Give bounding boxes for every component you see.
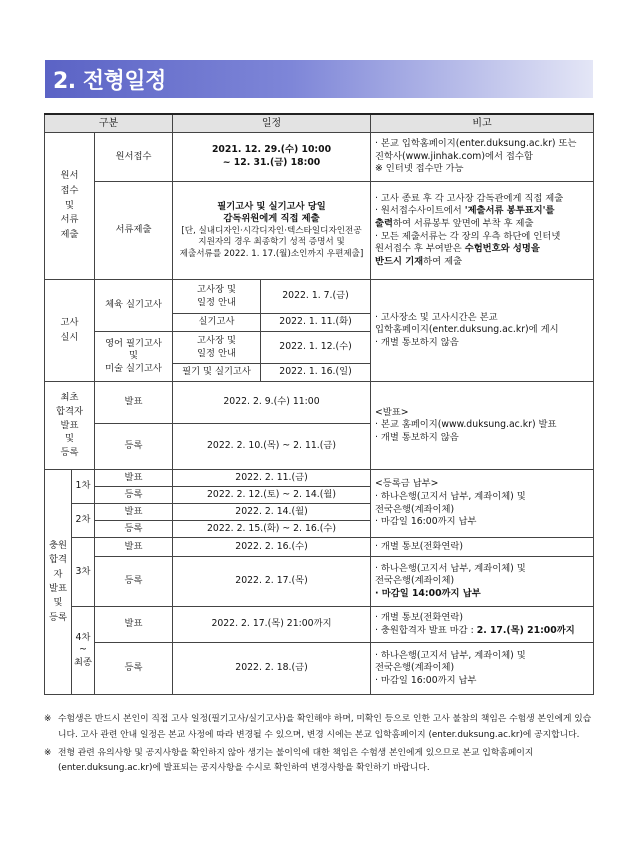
- note-round-3-announce: · 개별 통보(전화연락): [371, 538, 594, 557]
- table-row: [45, 470, 594, 487]
- row-label-art: 영어 필기고사 및 미술 실기고사: [95, 332, 173, 382]
- schedule-table: [44, 113, 594, 695]
- art-exam-label: 필기 및 실기고사: [173, 364, 261, 382]
- row-label-pe: 체육 실기고사: [95, 280, 173, 332]
- table-row: [45, 538, 594, 557]
- table-row: [45, 382, 594, 424]
- art-guide-label: 고사장 및 일정 안내: [173, 332, 261, 364]
- table-row: [45, 133, 594, 182]
- r3-announce-label: 발표: [95, 538, 173, 557]
- footnote-2: ※ 전형 관련 유의사항 및 공지사항을 확인하지 않아 생기는 불이익에 대한 책임은 수험생 본인에게 있으므로 본교 입학홈페이지(enter.duksung.ac.kr)에 발표되는 공지사항을 수시로 확인하여 변경사항을 확인하기 바랍니다.: [44, 747, 534, 774]
- schedule-online: 2021. 12. 29.(수) 10:00 ~ 12. 31.(금) 18:00: [173, 133, 371, 182]
- table-row: [45, 182, 594, 280]
- header-notes: 비고: [371, 114, 594, 133]
- pe-exam-date: 2022. 1. 11.(화): [261, 314, 371, 332]
- r3-register-label: 등록: [95, 557, 173, 607]
- note-exam: · 고사장소 및 고사시간은 본교 입학홈페이지(enter.duksung.ac.kr)에 게시 · 개별 통보하지 않음: [371, 280, 594, 382]
- round-4-final: 4차~ 최종: [72, 607, 95, 695]
- note-round-4-register: · 하나은행(고지서 납부, 계좌이체) 및 전국은행(계좌이체) · 마감일 16:00까지 납부: [371, 643, 594, 695]
- row-label-online: 원서접수: [95, 133, 173, 182]
- round-1: 1차: [72, 470, 95, 504]
- row-label-docs: 서류제출: [95, 182, 173, 280]
- r3-register-date: 2022. 2. 17.(목): [173, 557, 371, 607]
- header-schedule: 일정: [173, 114, 371, 133]
- r2-register-label: 등록: [95, 521, 173, 538]
- pe-guide-label: 고사장 및 일정 안내: [173, 280, 261, 314]
- round-2: 2차: [72, 504, 95, 538]
- reference-mark-icon: ※: [44, 747, 52, 758]
- final-announce-label: 발표: [95, 382, 173, 424]
- section-title-bar: [45, 60, 593, 98]
- table-row: [45, 557, 594, 607]
- table-header-row: [45, 114, 594, 133]
- r2-announce-date: 2022. 2. 14.(월): [173, 504, 371, 521]
- final-register-label: 등록: [95, 424, 173, 470]
- r4-register-date: 2022. 2. 18.(금): [173, 643, 371, 695]
- art-guide-date: 2022. 1. 12.(수): [261, 332, 371, 364]
- r1-register-label: 등록: [95, 487, 173, 504]
- final-announce-date: 2022. 2. 9.(수) 11:00: [173, 382, 371, 424]
- header-category: 구분: [45, 114, 173, 133]
- r1-announce-date: 2022. 2. 11.(금): [173, 470, 371, 487]
- r4-announce-date: 2022. 2. 17.(목) 21:00까지: [173, 607, 371, 643]
- r1-register-date: 2022. 2. 12.(토) ~ 2. 14.(월): [173, 487, 371, 504]
- note-round-12: <등록금 납부> · 하나은행(고지서 납부, 계좌이체) 및 전국은행(계좌이체) · 마감일 16:00까지 납부: [371, 470, 594, 538]
- r3-announce-date: 2022. 2. 16.(수): [173, 538, 371, 557]
- table-row: [45, 607, 594, 643]
- group-final: 최초 합격자 발표 및 등록: [45, 382, 95, 470]
- note-round-3-register: · 하나은행(고지서 납부, 계좌이체) 및 전국은행(계좌이체) · 마감일 14:00까지 납부: [371, 557, 594, 607]
- group-exam: 고사 실시: [45, 280, 95, 382]
- footnote-1: ※ 수험생은 반드시 본인이 직접 고사 일정(필기고사/실기고사)을 확인해야 하며, 미확인 등으로 인한 고사 불참의 책임은 수험생 본인에게 있습니다. 고사 관련 안내 일정은 본교 사정에 따라 변경될 수 있으며, 변경 시에는 본교 입학홈페이지 (enter.duksung.ac.kr)에 공지합니다.: [44, 714, 592, 740]
- pe-guide-date: 2022. 1. 7.(금): [261, 280, 371, 314]
- note-round-4-announce: · 개별 통보(전화연락) · 충원합격자 발표 마감 : 2. 17.(목) 21:00까지: [371, 607, 594, 643]
- section-title: 2. 전형일정: [53, 69, 166, 94]
- pe-exam-label: 실기고사: [173, 314, 261, 332]
- schedule-docs: 필기고사 및 실기고사 당일 감독위원에게 직접 제출 [단, 실내디자인·시각디자인·텍스타일디자인전공 지원자의 경우 최종학기 성적 증명서 및 제출서류를 2022. 1. 17.(월)소인까지 우편제출]: [173, 182, 371, 280]
- footnotes: [44, 712, 599, 779]
- r2-announce-label: 발표: [95, 504, 173, 521]
- table-row: [45, 280, 594, 314]
- r2-register-date: 2022. 2. 15.(화) ~ 2. 16.(수): [173, 521, 371, 538]
- r4-announce-label: 발표: [95, 607, 173, 643]
- table-row: [45, 643, 594, 695]
- r1-announce-label: 발표: [95, 470, 173, 487]
- note-online: · 본교 입학홈페이지(enter.duksung.ac.kr) 또는 진학사(www.jinhak.com)에서 접수함 ※ 인터넷 접수만 가능: [371, 133, 594, 182]
- reference-mark-icon: ※: [44, 714, 52, 724]
- art-exam-date: 2022. 1. 16.(일): [261, 364, 371, 382]
- note-docs: · 고사 종료 후 각 고사장 감독관에게 직접 제출 · 원서접수사이트에서 '제출서류 봉투표지'를 출력하여 서류봉투 앞면에 부착 후 제출 · 모든 제출서류는 각 장의 우측 하단에 인터넷 원서접수 후 부여받은 수험번호와 성명을 반드시 기재하여 제출: [371, 182, 594, 280]
- group-application: 원서 접수 및 서류 제출: [45, 133, 95, 280]
- group-additional: 충원 합격 자 발표 및 등록: [45, 470, 72, 695]
- round-3: 3차: [72, 538, 95, 607]
- note-final: <발표> · 본교 홈페이지(www.duksung.ac.kr) 발표 · 개별 통보하지 않음: [371, 382, 594, 470]
- r4-register-label: 등록: [95, 643, 173, 695]
- final-register-date: 2022. 2. 10.(목) ~ 2. 11.(금): [173, 424, 371, 470]
